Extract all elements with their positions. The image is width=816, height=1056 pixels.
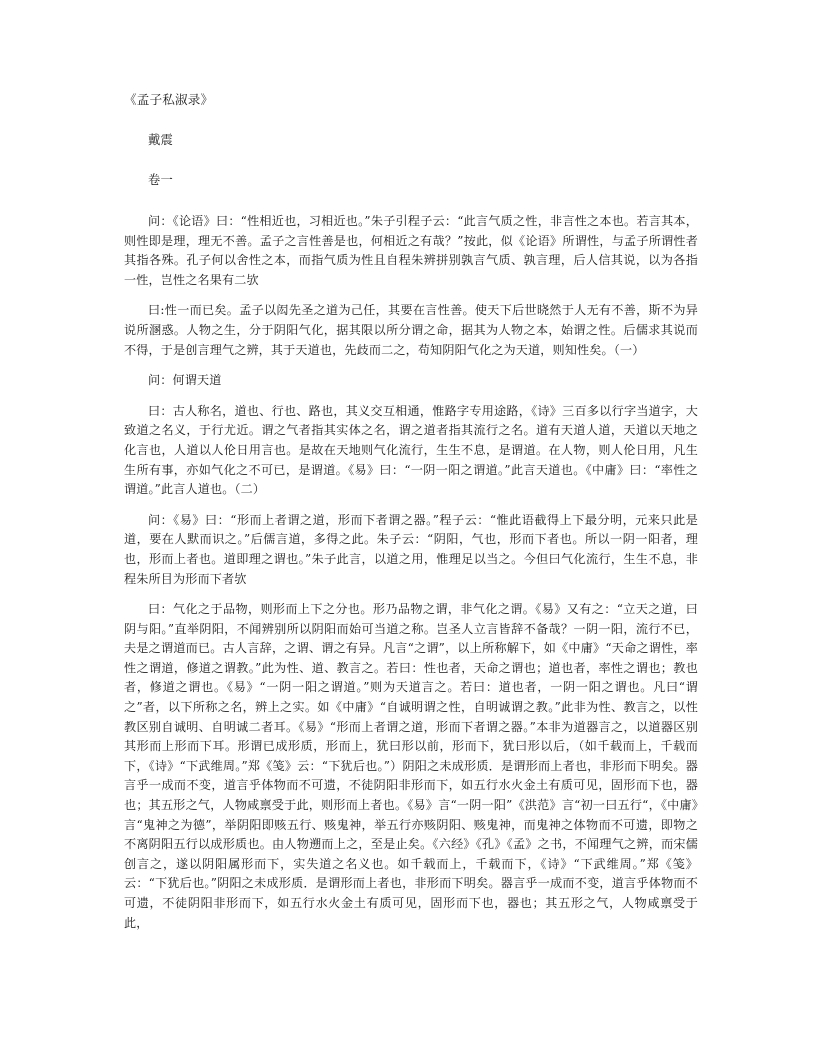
paragraph: 曰：古人称名，道也、行也、路也，其义交互相通，惟路字专用途路，《诗》三百多以行字当道字，大致道之名义，于行尤近。谓之气者指其实体之名，谓之道者指其流行之名。道有天道人道，天道以天地之化言也，人道以人伦日用言也。是故在天地则气化流行，生生不息，是谓道。在人物，则人伦日用，凡生生所有事，亦如气化之不可已，是谓道。《易》曰：“一阴一阳之谓道。”此言天道也。《中庸》曰：“率性之谓道。”此言人道也。（二） bbox=[124, 403, 698, 497]
paragraph: 问：《易》曰：“形而上者谓之道，形而下者谓之器。”程子云：“惟此语截得上下最分明，元来只此是道，要在人默而识之。”后儒言道，多得之此。朱子云：“阴阳，气也，形而下者也。所以一阴一阳者，理也，形而上者也。道即理之谓也。”朱子此言，以道之用，惟理足以当之。今但曰气化流行，生生不息，非程朱所目为形而下者欤 bbox=[124, 512, 698, 586]
paragraph: 问：《论语》曰：“性相近也，习相近也。”朱子引程子云：“此言气质之性，非言性之本也。若言其本，则性即是理，理无不善。孟子之言性善是也，何相近之有哉？”按此，似《论语》所谓性，与孟子所谓性者其指各殊。孔子何以舍性之本，而指气质为性且自程朱辨拼别孰言气质、孰言理，后人信其说，以为各指一性，岂性之名果有二欤 bbox=[124, 214, 698, 287]
paragraph: 曰:性一而已矣。孟子以闳先圣之道为己任，其要在言性善。使天下后世晓然于人无有不善，斯不为异说所溷惑。人物之生，分于阴阳气化，据其限以所分谓之命，据其为人物之本，始谓之性。后儒求其说而不得，于是创言理气之辨，其于天道也，先歧而二之，苟知阴阳气化之为天道，则知性矣。（一） bbox=[124, 303, 698, 357]
document-author: 戴震 bbox=[148, 133, 173, 147]
paragraph: 问：何谓天道 bbox=[148, 373, 222, 388]
paragraph: 曰：气化之于品物，则形而上下之分也。形乃品物之谓，非气化之谓。《易》又有之：“立天之道，曰阴与阳。”直举阴阳，不闻辨别所以阴阳而始可当道之称。岂圣人立言皆辞不备哉？一阴一阳，流行不已，夫是之谓道而已。古人言辞，之谓、谓之有异。凡言“之谓”，以上所称解下，如《中庸》“天命之谓性，率性之谓道，修道之谓教。”此为性、道、教言之。若曰：性也者，天命之谓也；道也者，率性之谓也；教也者，修道之谓也。《易》“一阴一阳之谓道。”则为天道言之。若曰：道也者，一阴一阳之谓也。凡曰“谓之”者，以下所称之名，辨上之实。如《中庸》“自诚明谓之性，自明诚谓之教。”此非为性、教言之，以性教区别自诚明、自明诚二者耳。《易》“形而上者谓之道，形而下者谓之器。”本非为道器言之，以道器区别其形而上形而下耳。形谓已成形质，形而上，犹曰形以前，形而下，犹曰形以后，（如千载而上，千载而下，《诗》“下武维周。”郑《笺》云：“下犹后也。”）阴阳之未成形质．是谓形而上者也，非形而下明矣。器言乎一成而不变，道言乎体物而不可遗，不徒阴阳非形而下，如五行水火金土有质可见，固形而下也，器也；其五形之气，人物咸禀受于此，则形而上者也。《易》言“一阴一阳”《洪范》言“初一曰五行“，《中庸》言“鬼神之为德”，举阴阳即赅五行、赅鬼神，举五行亦赅阴阳、赅鬼神，而鬼神之体物而不可遗，即物之不离阴阳五行以成形质也。由人物遡而上之，至是止矣。《六经》《孔》《孟》之书，不闻理气之辨，而宋儒创言之，遂以阴阳属形而下，实失道之名义也。如千载而上，千载而下，《诗》“下武维周。”郑《笺》云：“下犹后也。”阴阳之未成形质．是谓形而上者也，非形而下明矣。器言乎一成而不变，道言乎体物而不可遗，不徒阴阳非形而下，如五行水火金土有质可见，固形而下也，器也；其五形之气，人物咸禀受于此， bbox=[124, 602, 698, 930]
document-title: 《孟子私淑录》 bbox=[124, 92, 214, 107]
document-body bbox=[124, 90, 698, 933]
document-volume-heading: 卷一 bbox=[148, 173, 173, 187]
